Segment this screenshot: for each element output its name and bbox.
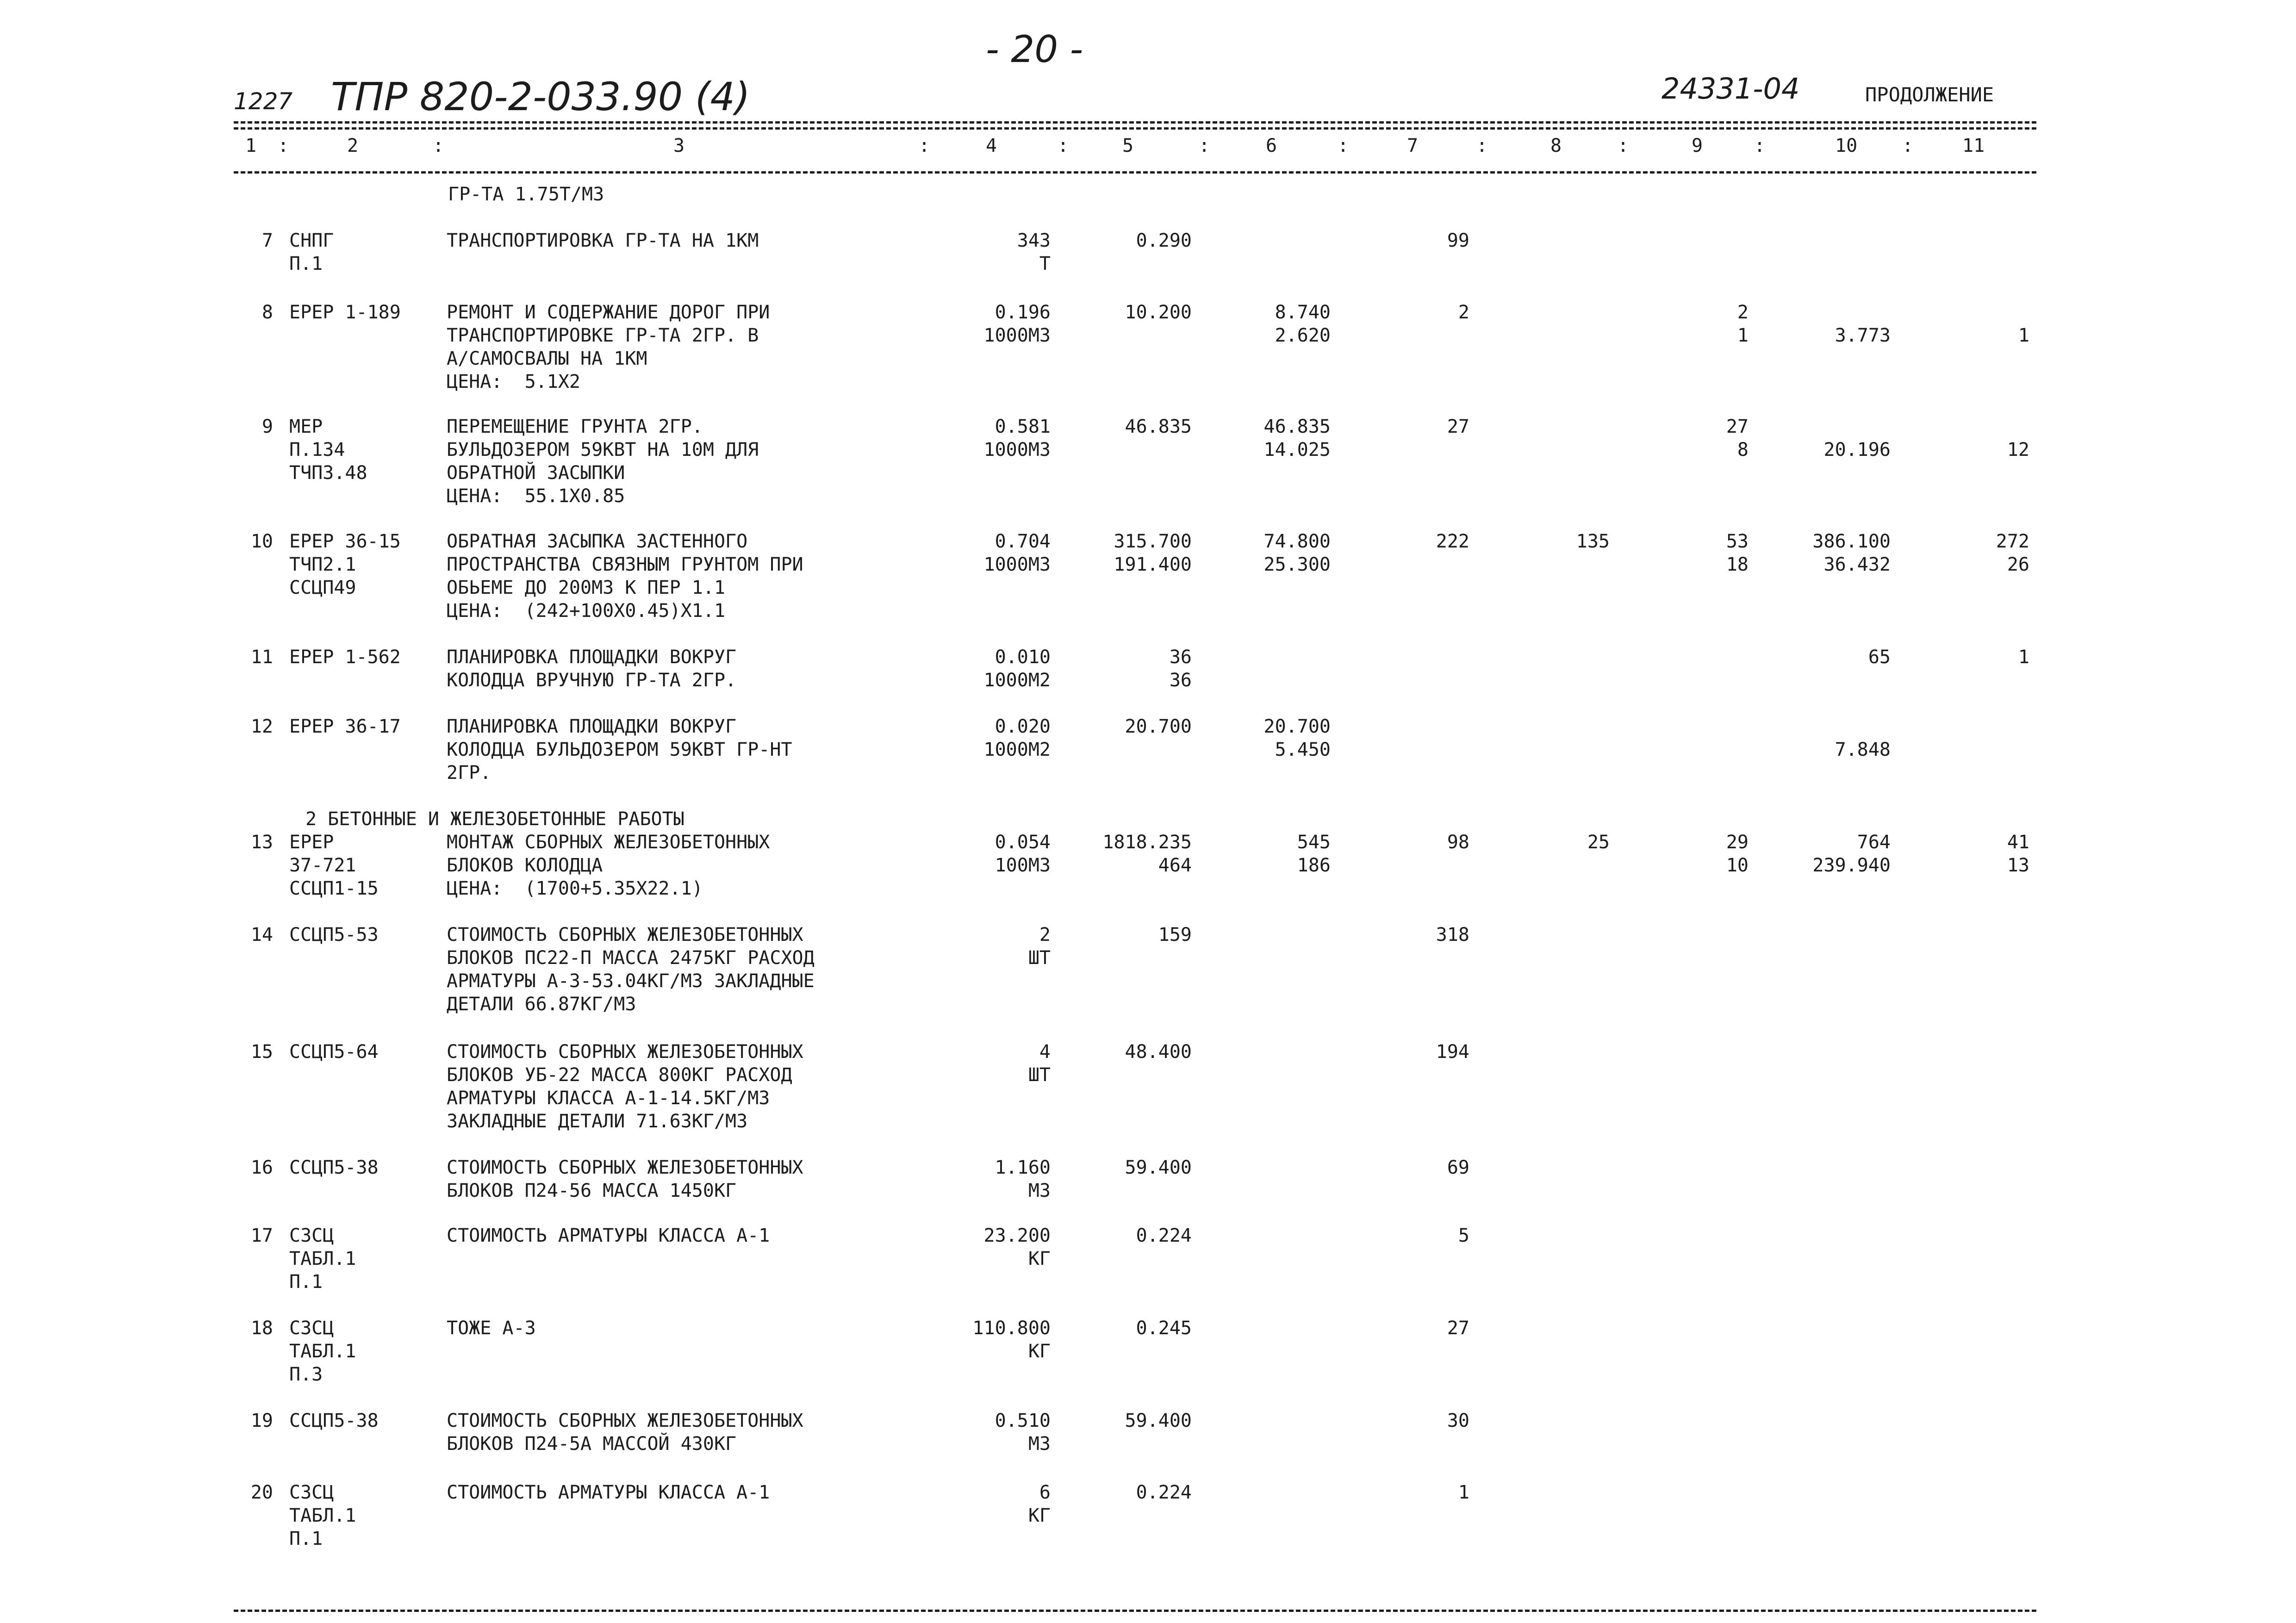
row-description: ТРАНСПОРТИРОВКА ГР-ТА НА 1КМ — [447, 230, 759, 251]
row-description: МОНТАЖ СБОРНЫХ ЖЕЛЕЗОБЕТОННЫХ — [447, 832, 770, 853]
row-description: ТОЖЕ А-3 — [447, 1318, 536, 1339]
row-description: АРМАТУРЫ КЛАССА А-1-14.5КГ/М3 — [447, 1088, 770, 1109]
row-description: КОЛОДЦА БУЛЬДОЗЕРОМ 59КВТ ГР-НТ — [447, 739, 792, 760]
row-number: 13 — [250, 832, 273, 853]
document-number: 24331-04 — [1661, 72, 1800, 106]
column-separator: : — [1338, 135, 1349, 156]
cell-c4: 0.704 — [995, 531, 1051, 552]
column-header-8: 8 — [1550, 135, 1562, 156]
row-number: 11 — [250, 647, 273, 668]
cell-c7: 27 — [1447, 416, 1469, 437]
row-code: ССЦП49 — [289, 577, 356, 598]
column-header-7: 7 — [1407, 135, 1419, 156]
sheet-code: 1227 — [234, 88, 293, 115]
row-description: ЦЕНА: (242+100Х0.45)Х1.1 — [447, 600, 726, 622]
cell-c4: 343 — [1017, 230, 1051, 251]
row-description: БЛОКОВ КОЛОДЦА — [447, 855, 603, 876]
row-number: 9 — [261, 416, 273, 437]
cell-c7: 318 — [1436, 924, 1469, 945]
row-number: 19 — [250, 1410, 273, 1431]
cell-c4: 1000М2 — [983, 670, 1051, 691]
row-code: ССЦП5-38 — [289, 1410, 379, 1431]
column-separator: : — [278, 135, 289, 156]
cell-c4: ШТ — [1028, 947, 1051, 969]
cell-c7: 2 — [1458, 302, 1469, 323]
cell-c5: 48.400 — [1125, 1041, 1192, 1063]
row-code: ССЦП5-64 — [289, 1041, 379, 1063]
cell-c4: 0.010 — [995, 647, 1051, 668]
document-title: ТПР 820-2-033.90 (4) — [331, 74, 750, 119]
row-code: ССЦП5-53 — [289, 924, 379, 945]
row-description: БЛОКОВ УБ-22 МАССА 800КГ РАСХОД — [447, 1064, 792, 1086]
cell-c10: 36.432 — [1823, 554, 1891, 575]
cell-c7: 30 — [1447, 1410, 1469, 1431]
column-separator: : — [919, 135, 930, 156]
row-code: СЗСЦ — [289, 1318, 334, 1339]
row-code: СНПГ — [289, 230, 334, 251]
row-description: ЦЕНА: (1700+5.35Х22.1) — [447, 878, 703, 899]
column-header-5: 5 — [1122, 135, 1134, 156]
column-header-1: 1 — [245, 135, 257, 156]
cell-c11: 1 — [2018, 647, 2029, 668]
header-rule-top-2 — [234, 127, 2036, 130]
cell-c4: 1000М3 — [983, 554, 1051, 575]
row-code: СЗСЦ — [289, 1225, 334, 1246]
section-heading: 2 БЕТОННЫЕ И ЖЕЛЕЗОБЕТОННЫЕ РАБОТЫ — [305, 808, 684, 830]
cell-c4: 1000М3 — [983, 439, 1051, 460]
cell-c5: 1818.235 — [1102, 832, 1192, 853]
cell-c4: КГ — [1028, 1248, 1051, 1269]
row-code: ТАБЛ.1 — [289, 1248, 356, 1269]
row-description: А/САМОСВАЛЫ НА 1КМ — [447, 348, 647, 369]
column-header-2: 2 — [347, 135, 359, 156]
row-description: ПРОСТРАНСТВА СВЯЗНЫМ ГРУНТОМ ПРИ — [447, 554, 803, 575]
row-description: СТОИМОСТЬ АРМАТУРЫ КЛАССА А-1 — [447, 1482, 770, 1503]
cell-c10: 7.848 — [1835, 739, 1891, 760]
page-number: - 20 - — [986, 28, 1083, 71]
row-description: СТОИМОСТЬ СБОРНЫХ ЖЕЛЕЗОБЕТОННЫХ — [447, 1410, 803, 1431]
row-description: ПЕРЕМЕЩЕНИЕ ГРУНТА 2ГР. — [447, 416, 703, 437]
cell-c4: 1000М2 — [983, 739, 1051, 760]
cell-c5: 20.700 — [1125, 716, 1192, 737]
row-code: П.1 — [289, 253, 323, 274]
cell-c5: 0.245 — [1136, 1318, 1192, 1339]
cell-c7: 5 — [1458, 1225, 1469, 1246]
cell-c4: 0.196 — [995, 302, 1051, 323]
row-code: ТАБЛ.1 — [289, 1505, 356, 1526]
column-header-11: 11 — [1962, 135, 1985, 156]
cell-c4: М3 — [1028, 1433, 1051, 1455]
header-rule-top — [234, 121, 2036, 124]
row-code: ТАБЛ.1 — [289, 1341, 356, 1362]
row-code: ЕРЕР 1-189 — [289, 302, 401, 323]
cell-c6: 5.450 — [1275, 739, 1331, 760]
cell-c5: 46.835 — [1125, 416, 1192, 437]
cell-c7: 69 — [1447, 1157, 1469, 1178]
row-description: ДЕТАЛИ 66.87КГ/М3 — [447, 994, 636, 1015]
cell-c5: 36 — [1169, 647, 1192, 668]
cell-c5: 36 — [1169, 670, 1192, 691]
cell-c4: М3 — [1028, 1180, 1051, 1201]
row-description: ЦЕНА: 55.1Х0.85 — [447, 485, 625, 507]
row-code: ССЦП5-38 — [289, 1157, 379, 1178]
row-code: ЕРЕР 36-15 — [289, 531, 401, 552]
cell-c9: 10 — [1726, 855, 1748, 876]
cell-c9: 8 — [1737, 439, 1748, 460]
row-number: 17 — [250, 1225, 273, 1246]
column-header-6: 6 — [1266, 135, 1277, 156]
cell-c6: 20.700 — [1263, 716, 1331, 737]
cell-c9: 53 — [1726, 531, 1748, 552]
row-description: ЦЕНА: 5.1Х2 — [447, 371, 580, 392]
cell-c6: 74.800 — [1263, 531, 1331, 552]
row-description: СТОИМОСТЬ СБОРНЫХ ЖЕЛЕЗОБЕТОННЫХ — [447, 1041, 803, 1063]
cell-c4: 1.160 — [995, 1157, 1051, 1178]
row-description: БУЛЬДОЗЕРОМ 59КВТ НА 10М ДЛЯ — [447, 439, 759, 460]
cell-c7: 222 — [1436, 531, 1469, 552]
cell-c4: 0.054 — [995, 832, 1051, 853]
cell-c10: 65 — [1868, 647, 1891, 668]
cell-c4: 110.800 — [972, 1318, 1051, 1339]
row-description: СТОИМОСТЬ СБОРНЫХ ЖЕЛЕЗОБЕТОННЫХ — [447, 924, 803, 945]
cell-c6: 545 — [1297, 832, 1331, 853]
column-separator: : — [1618, 135, 1629, 156]
cell-c9: 2 — [1737, 302, 1748, 323]
cell-c6: 8.740 — [1275, 302, 1331, 323]
column-header-10: 10 — [1835, 135, 1858, 156]
cell-c5: 159 — [1158, 924, 1192, 945]
cell-c7: 194 — [1436, 1041, 1469, 1063]
cell-c6: 2.620 — [1275, 325, 1331, 346]
row-description: ОБЬЕМЕ ДО 200М3 К ПЕР 1.1 — [447, 577, 726, 598]
cell-c6: 25.300 — [1263, 554, 1331, 575]
row-code: ЕРЕР 1-562 — [289, 647, 401, 668]
cell-c7: 1 — [1458, 1482, 1469, 1503]
row-number: 7 — [261, 230, 273, 251]
header-rule-bottom — [234, 171, 2036, 174]
cell-c7: 98 — [1447, 832, 1469, 853]
cell-c5: 59.400 — [1125, 1157, 1192, 1178]
row-description: БЛОКОВ ПС22-П МАССА 2475КГ РАСХОД — [447, 947, 815, 969]
row-description: КОЛОДЦА ВРУЧНУЮ ГР-ТА 2ГР. — [447, 670, 737, 691]
cell-c4: 0.581 — [995, 416, 1051, 437]
row-description: СТОИМОСТЬ СБОРНЫХ ЖЕЛЕЗОБЕТОННЫХ — [447, 1157, 803, 1178]
row-description: ПЛАНИРОВКА ПЛОЩАДКИ ВОКРУГ — [447, 716, 737, 737]
cell-c8: 135 — [1576, 531, 1610, 552]
row-code: ЕРЕР 36-17 — [289, 716, 401, 737]
cell-c4: 100М3 — [995, 855, 1051, 876]
cell-c4: ШТ — [1028, 1064, 1051, 1086]
row-code: ССЦП1-15 — [289, 878, 379, 899]
cell-c4: 2 — [1039, 924, 1051, 945]
row-description: ЗАКЛАДНЫЕ ДЕТАЛИ 71.63КГ/М3 — [447, 1111, 748, 1132]
cell-c10: 764 — [1857, 832, 1891, 853]
row-description: ОБРАТНАЯ ЗАСЫПКА ЗАСТЕННОГО — [447, 531, 748, 552]
column-header-4: 4 — [986, 135, 997, 156]
row-number: 14 — [250, 924, 273, 945]
cell-c10: 20.196 — [1823, 439, 1891, 460]
row-description: АРМАТУРЫ А-3-53.04КГ/М3 ЗАКЛАДНЫЕ — [447, 970, 815, 992]
cell-c4: 4 — [1039, 1041, 1051, 1063]
row-description: ОБРАТНОЙ ЗАСЫПКИ — [447, 462, 625, 484]
row-description: 2ГР. — [447, 762, 492, 784]
row-number: 15 — [250, 1041, 273, 1063]
footer-rule — [234, 1610, 2036, 1612]
row-code: П.134 — [289, 439, 345, 460]
cell-c6: 186 — [1297, 855, 1331, 876]
row-number: 8 — [261, 302, 273, 323]
cell-c9: 18 — [1726, 554, 1748, 575]
carry-over-line: ГР-ТА 1.75Т/М3 — [448, 184, 604, 205]
cell-c4: КГ — [1028, 1505, 1051, 1526]
row-description: ТРАНСПОРТИРОВКЕ ГР-ТА 2ГР. В — [447, 325, 759, 346]
row-number: 16 — [250, 1157, 273, 1178]
row-code: ЕРЕР — [289, 832, 334, 853]
cell-c4: КГ — [1028, 1341, 1051, 1362]
row-code: П.1 — [289, 1271, 323, 1293]
column-header-3: 3 — [673, 135, 685, 156]
cell-c11: 272 — [1996, 531, 2029, 552]
cell-c11: 41 — [2007, 832, 2029, 853]
cell-c8: 25 — [1587, 832, 1610, 853]
row-code: ТЧП2.1 — [289, 554, 356, 575]
cell-c5: 10.200 — [1125, 302, 1192, 323]
row-code: П.3 — [289, 1364, 323, 1385]
row-number: 18 — [250, 1318, 273, 1339]
cell-c4: Т — [1039, 253, 1051, 274]
cell-c9: 29 — [1726, 832, 1748, 853]
cell-c4: 23.200 — [983, 1225, 1051, 1246]
cell-c11: 12 — [2007, 439, 2029, 460]
row-number: 20 — [250, 1482, 273, 1503]
column-header-9: 9 — [1692, 135, 1703, 156]
cell-c6: 14.025 — [1263, 439, 1331, 460]
cell-c7: 27 — [1447, 1318, 1469, 1339]
column-separator: : — [1476, 135, 1488, 156]
cell-c11: 13 — [2007, 855, 2029, 876]
cell-c9: 1 — [1737, 325, 1748, 346]
row-description: СТОИМОСТЬ АРМАТУРЫ КЛАССА А-1 — [447, 1225, 770, 1246]
row-description: БЛОКОВ П24-56 МАССА 1450КГ — [447, 1180, 737, 1201]
cell-c7: 99 — [1447, 230, 1469, 251]
cell-c5: 0.224 — [1136, 1225, 1192, 1246]
cell-c4: 6 — [1039, 1482, 1051, 1503]
column-separator: : — [1199, 135, 1210, 156]
cell-c11: 26 — [2007, 554, 2029, 575]
cell-c9: 27 — [1726, 416, 1748, 437]
cell-c10: 239.940 — [1812, 855, 1891, 876]
row-description: ПЛАНИРОВКА ПЛОЩАДКИ ВОКРУГ — [447, 647, 737, 668]
cell-c4: 1000М3 — [983, 325, 1051, 346]
column-separator: : — [1058, 135, 1069, 156]
cell-c10: 386.100 — [1812, 531, 1891, 552]
row-description: БЛОКОВ П24-5А МАССОЙ 430КГ — [447, 1433, 737, 1455]
cell-c5: 464 — [1158, 855, 1192, 876]
row-number: 10 — [250, 531, 273, 552]
cell-c5: 0.290 — [1136, 230, 1192, 251]
cell-c5: 59.400 — [1125, 1410, 1192, 1431]
cell-c5: 191.400 — [1114, 554, 1192, 575]
column-separator: : — [1902, 135, 1914, 156]
row-code: ТЧП3.48 — [289, 462, 367, 484]
row-description: РЕМОНТ И СОДЕРЖАНИЕ ДОРОГ ПРИ — [447, 302, 770, 323]
row-code: 37-721 — [289, 855, 356, 876]
cell-c10: 3.773 — [1835, 325, 1891, 346]
row-code: СЗСЦ — [289, 1482, 334, 1503]
cell-c4: 0.020 — [995, 716, 1051, 737]
cell-c5: 315.700 — [1114, 531, 1192, 552]
cell-c6: 46.835 — [1263, 416, 1331, 437]
row-code: МЕР — [289, 416, 323, 437]
cell-c11: 1 — [2018, 325, 2029, 346]
column-separator: : — [1754, 135, 1766, 156]
row-number: 12 — [250, 716, 273, 737]
cell-c4: 0.510 — [995, 1410, 1051, 1431]
continuation-label: ПРОДОЛЖЕНИЕ — [1865, 83, 1994, 106]
cell-c5: 0.224 — [1136, 1482, 1192, 1503]
column-separator: : — [433, 135, 444, 156]
row-code: П.1 — [289, 1528, 323, 1549]
